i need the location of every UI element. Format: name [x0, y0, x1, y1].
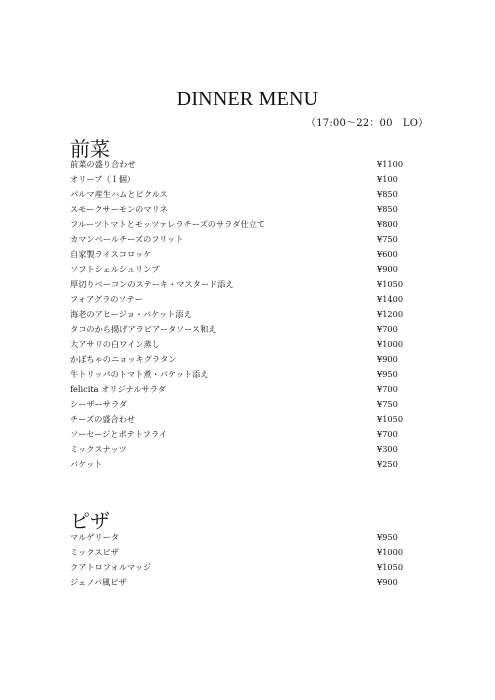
menu-item-price: ¥700 — [377, 384, 398, 394]
menu-item-name: 自家製ライスコロッケ — [70, 249, 152, 259]
menu-item-price: ¥850 — [377, 189, 398, 199]
menu-item-price: ¥1400 — [377, 294, 404, 304]
menu-item — [70, 530, 405, 545]
menu-item — [70, 322, 405, 337]
menu-item — [70, 337, 405, 352]
menu-item — [70, 575, 405, 590]
menu-item-price: ¥100 — [377, 174, 398, 184]
menu-item — [70, 202, 405, 217]
menu-item-name: オリーブ（１個） — [70, 174, 136, 184]
menu-item-price: ¥850 — [377, 204, 398, 214]
menu-item-name: 前菜の盛り合わせ — [70, 159, 136, 169]
pizza-list — [70, 530, 405, 590]
menu-item-name: フォアグラのソテー — [70, 294, 143, 304]
menu-item-name: スモークサーモンのマリネ — [70, 204, 168, 214]
menu-item-name: ソーセージとポテトフライ — [70, 429, 168, 439]
menu-item — [70, 352, 405, 367]
menu-item — [70, 187, 405, 202]
menu-item-price: ¥1200 — [377, 309, 404, 319]
menu-item-name: ジェノバ風ピザ — [70, 577, 127, 587]
menu-item-price: ¥950 — [377, 369, 398, 379]
menu-item — [70, 427, 405, 442]
section-heading-pizza: ピザ — [70, 509, 110, 533]
menu-item — [70, 382, 405, 397]
menu-item — [70, 560, 405, 575]
menu-item-name: 大アサリの白ワイン蒸し — [70, 339, 160, 349]
menu-item-price: ¥700 — [377, 324, 398, 334]
menu-item-name: 厚切りベーコンのステーキ・マスタード添え — [70, 279, 234, 289]
menu-item-name: 海老のアヒージョ・バケット添え — [70, 309, 192, 319]
appetizer-list — [70, 157, 405, 472]
menu-item-price: ¥900 — [377, 264, 398, 274]
menu-item-name: チーズの盛合わせ — [70, 414, 136, 424]
menu-item-price: ¥1000 — [377, 547, 404, 557]
menu-item-name: 牛トリッパのトマト煮・バケット添え — [70, 369, 209, 379]
menu-item — [70, 262, 405, 277]
menu-item-price: ¥750 — [377, 399, 398, 409]
menu-item-price: ¥1050 — [377, 562, 404, 572]
menu-item-price: ¥900 — [377, 354, 398, 364]
menu-item-price: ¥900 — [377, 577, 398, 587]
menu-item-price: ¥1050 — [377, 279, 404, 289]
menu-item-price: ¥250 — [377, 459, 398, 469]
menu-item — [70, 545, 405, 560]
menu-item — [70, 277, 405, 292]
menu-item — [70, 232, 405, 247]
menu-item — [70, 397, 405, 412]
menu-item-price: ¥600 — [377, 249, 398, 259]
menu-item-name: クアトロフォルマッジ — [70, 562, 152, 572]
menu-item-name: ミックスピザ — [70, 547, 119, 557]
menu-item-name: カマンベールチーズのフリット — [70, 234, 184, 244]
menu-item-name: タコのから揚げアラビアータソース和え — [70, 324, 217, 334]
menu-item — [70, 307, 405, 322]
menu-item — [70, 292, 405, 307]
menu-item-name: シーザーサラダ — [70, 399, 128, 409]
page-title: DINNER MENU — [176, 88, 319, 110]
menu-item — [70, 217, 405, 232]
menu-item-price: ¥1000 — [377, 339, 404, 349]
menu-item-name: felicita オリジナルサラダ — [70, 384, 167, 394]
menu-item-price: ¥750 — [377, 234, 398, 244]
menu-item-name: かぼちゃのニョッキグラタン — [70, 354, 177, 364]
menu-item-price: ¥700 — [377, 429, 398, 439]
menu-item-price: ¥800 — [377, 219, 398, 229]
menu-item — [70, 247, 405, 262]
menu-item-price: ¥1050 — [377, 414, 404, 424]
menu-item-name: バケット — [70, 459, 103, 469]
menu-item-price: ¥300 — [377, 444, 398, 454]
menu-item — [70, 172, 405, 187]
menu-item — [70, 457, 405, 472]
menu-item-name: マルゲリータ — [70, 532, 119, 542]
service-hours: （17:00～22：00 LO） — [306, 118, 429, 129]
section-heading-appetizers: 前菜 — [70, 137, 110, 161]
menu-item-price: ¥950 — [377, 532, 398, 542]
menu-item — [70, 442, 405, 457]
menu-item-name: パルマ産生ハムとピクルス — [70, 189, 168, 199]
menu-item-name: フルーツトマトとモッツァレラチーズのサラダ仕立て — [70, 219, 266, 229]
menu-item — [70, 412, 405, 427]
menu-item — [70, 367, 405, 382]
menu-item-name: ミックスナッツ — [70, 444, 127, 454]
menu-item — [70, 157, 405, 172]
menu-item-name: ソフトシェルシュリンプ — [70, 264, 160, 274]
menu-item-price: ¥1100 — [377, 159, 404, 169]
